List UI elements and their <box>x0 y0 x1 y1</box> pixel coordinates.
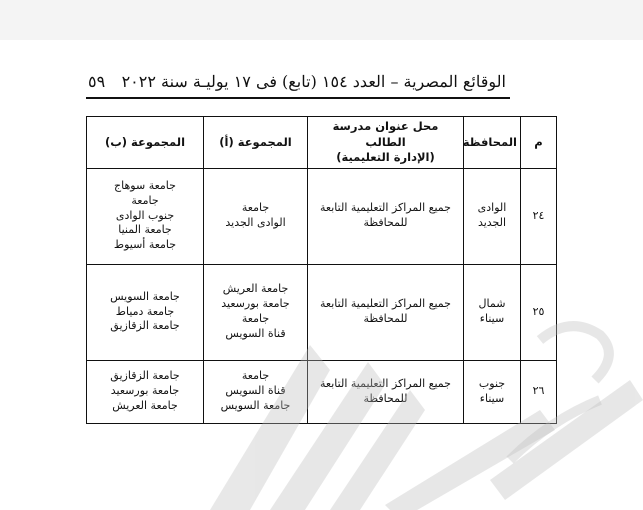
page-top-edge <box>0 0 643 40</box>
cell-address: جميع المراكز التعليمية التابعة للمحافظة <box>308 264 464 360</box>
table-row <box>87 264 557 360</box>
header-rule <box>86 97 510 99</box>
cell-governorate: جنوب سيناء <box>464 360 521 423</box>
cell-governorate: شمال سيناء <box>464 264 521 360</box>
cell-address: جميع المراكز التعليمية التابعة للمحافظة <box>308 360 464 423</box>
table-header-row <box>87 117 557 169</box>
page-number: ٥٩ <box>88 71 106 91</box>
cell-num: ٢٤ <box>521 168 557 264</box>
cell-group-b: جامعة سوهاج جامعة جنوب الوادى جامعة المنيا جامعة أسيوط <box>87 168 204 264</box>
header-address: محل عنوان مدرسة الطالب (الإدارة التعليمية) <box>308 117 464 169</box>
table-row <box>87 168 557 264</box>
cell-num: ٢٥ <box>521 264 557 360</box>
cell-governorate: الوادى الجديد <box>464 168 521 264</box>
cell-group-b: جامعة السويس جامعة دمياط جامعة الزقازيق <box>87 264 204 360</box>
table-row <box>87 360 557 423</box>
header-group-b: المجموعة (ب) <box>87 117 204 169</box>
header-governorate: المحافظة <box>464 117 521 169</box>
universities-table <box>86 116 557 424</box>
header-group-a: المجموعة (أ) <box>204 117 308 169</box>
header-num: م <box>521 117 557 169</box>
running-header <box>88 68 506 94</box>
cell-group-a: جامعة الوادى الجديد <box>204 168 308 264</box>
cell-group-b: جامعة الزقازيق جامعة بورسعيد جامعة العريش <box>87 360 204 423</box>
table-container <box>86 116 556 424</box>
cell-group-a: جامعة قناة السويس جامعة السويس <box>204 360 308 423</box>
cell-group-a: جامعة العريش جامعة بورسعيد جامعة قناة السويس <box>204 264 308 360</box>
header-title: الوقائع المصرية – العدد ١٥٤ (تابع) فى ١٧ يوليـة سنة ٢٠٢٢ <box>121 71 506 91</box>
cell-address: جميع المراكز التعليمية التابعة للمحافظة <box>308 168 464 264</box>
cell-num: ٢٦ <box>521 360 557 423</box>
